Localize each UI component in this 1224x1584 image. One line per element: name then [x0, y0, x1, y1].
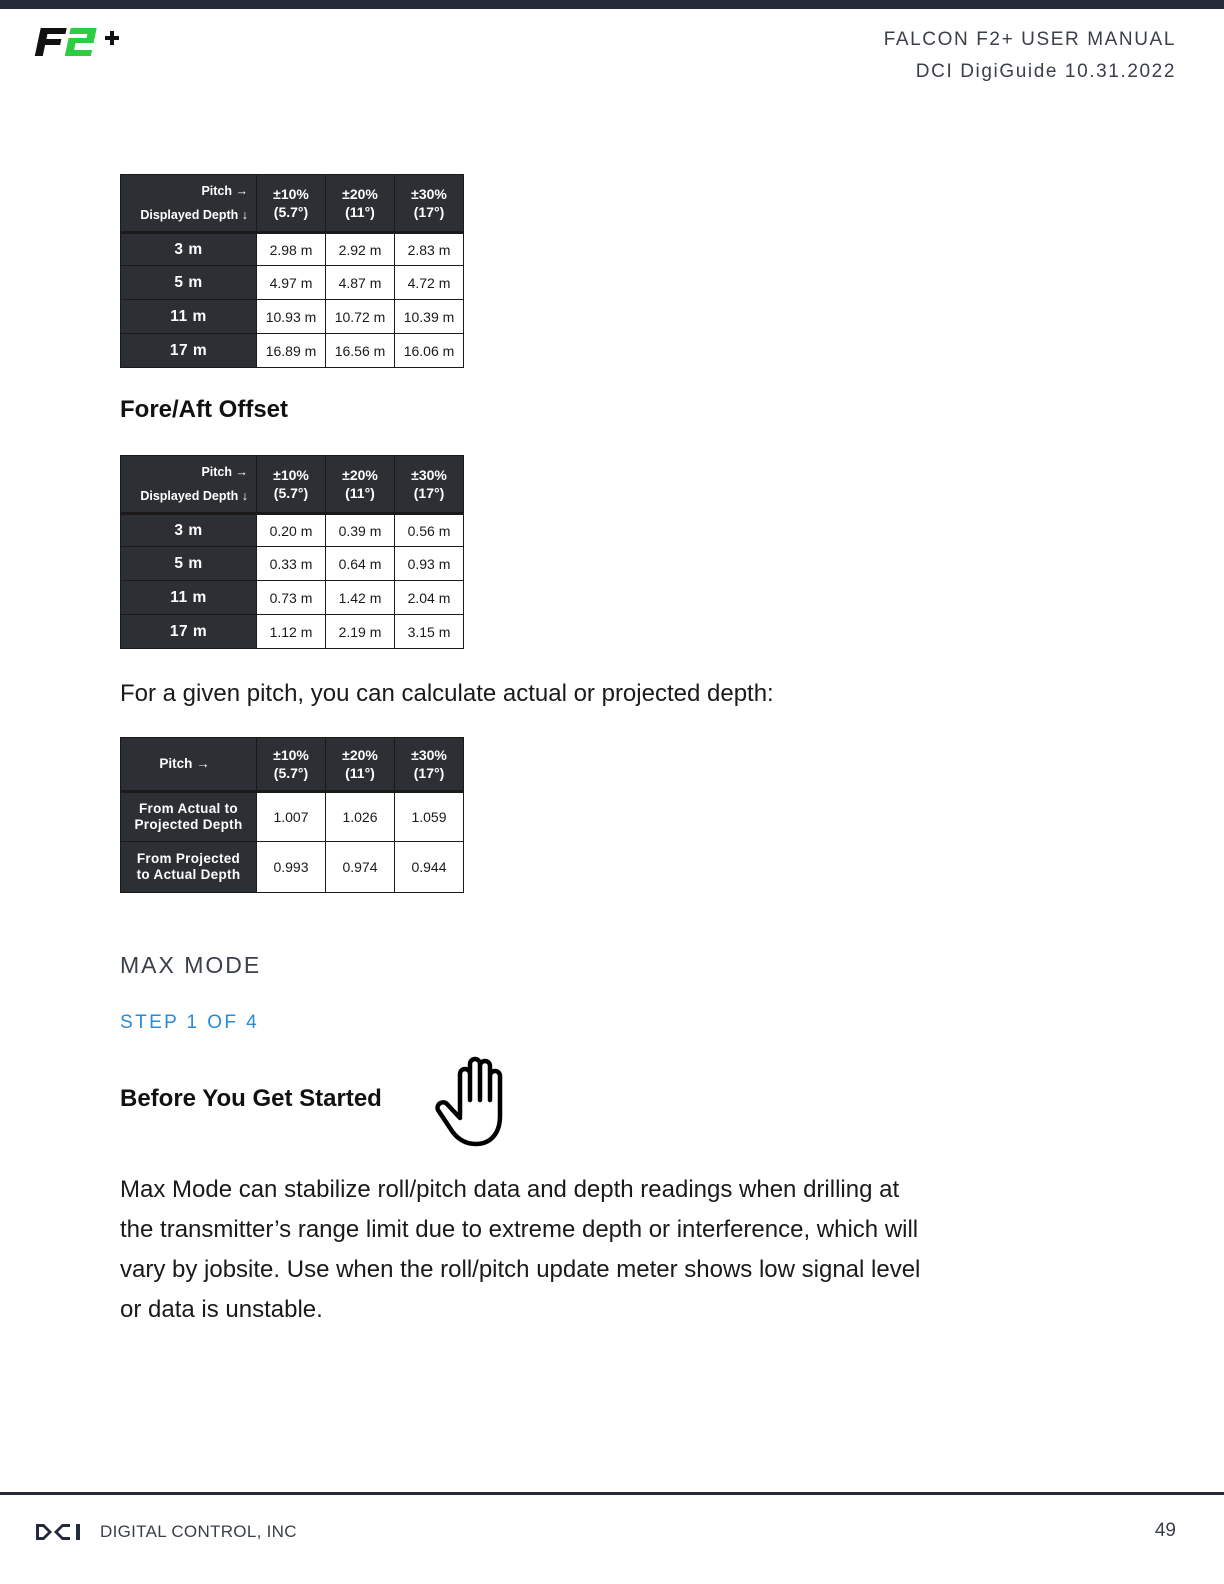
- depth-conversion-table: [120, 737, 464, 893]
- fore-aft-table: [120, 455, 464, 649]
- depth-pitch-table: [120, 174, 464, 368]
- column-header: ±30% (17°): [395, 456, 464, 514]
- table-row: From Actual to Projected Depth 1.007 1.026 1.059: [121, 792, 464, 842]
- footer-line: [0, 1492, 1224, 1495]
- column-header: ±20% (11°): [326, 738, 395, 792]
- table-row: 17 m 16.89 m 16.56 m 16.06 m: [121, 334, 464, 368]
- manual-title: FALCON F2+ USER MANUAL: [883, 29, 1176, 50]
- hand-stop-icon: [432, 1054, 518, 1148]
- table-row: 3 m 2.98 m 2.92 m 2.83 m: [121, 233, 464, 266]
- fore-aft-heading: Fore/Aft Offset: [120, 396, 288, 423]
- column-header: ±10% (5.7°): [257, 175, 326, 233]
- max-mode-description: Max Mode can stabilize roll/pitch data and depth readings when drilling at the transmitter’s range limit due to extreme depth or interference, which will vary by jobsite. Use when the roll/pitch update meter shows low signal level or data is unstable.: [120, 1176, 921, 1323]
- column-header: ±20% (11°): [326, 456, 395, 514]
- table-row: 5 m 4.97 m 4.87 m 4.72 m: [121, 266, 464, 300]
- footer-company: DIGITAL CONTROL, INC: [100, 1522, 297, 1541]
- column-header: ±10% (5.7°): [257, 456, 326, 514]
- max-mode-title: MAX MODE: [120, 952, 262, 978]
- table-corner-header: Pitch →: [121, 738, 257, 792]
- top-bar: [0, 0, 1224, 9]
- table-row: 11 m 10.93 m 10.72 m 10.39 m: [121, 300, 464, 334]
- dci-logo-icon: [34, 1522, 90, 1542]
- guide-version: DCI DigiGuide 10.31.2022: [915, 61, 1176, 82]
- table-row: 11 m 0.73 m 1.42 m 2.04 m: [121, 581, 464, 615]
- table-row: 5 m 0.33 m 0.64 m 0.93 m: [121, 547, 464, 581]
- column-header: ±30% (17°): [395, 175, 464, 233]
- table-row: From Projected to Actual Depth 0.993 0.974 0.944: [121, 842, 464, 893]
- table-corner-header: Pitch → Displayed Depth ↓: [121, 456, 257, 514]
- before-started-heading: Before You Get Started: [120, 1085, 382, 1112]
- column-header: ±20% (11°): [326, 175, 395, 233]
- page-number: 49: [1154, 1520, 1176, 1541]
- calc-intro: For a given pitch, you can calculate actual or projected depth:: [120, 680, 774, 707]
- column-header: ±10% (5.7°): [257, 738, 326, 792]
- column-header: ±30% (17°): [395, 738, 464, 792]
- f2plus-logo: [34, 22, 126, 62]
- table-row: 17 m 1.12 m 2.19 m 3.15 m: [121, 615, 464, 649]
- table-corner-header: Pitch → Displayed Depth ↓: [121, 175, 257, 233]
- step-indicator: STEP 1 OF 4: [120, 1012, 260, 1033]
- header-text: [884, 24, 1176, 88]
- table-row: 3 m 0.20 m 0.39 m 0.56 m: [121, 514, 464, 547]
